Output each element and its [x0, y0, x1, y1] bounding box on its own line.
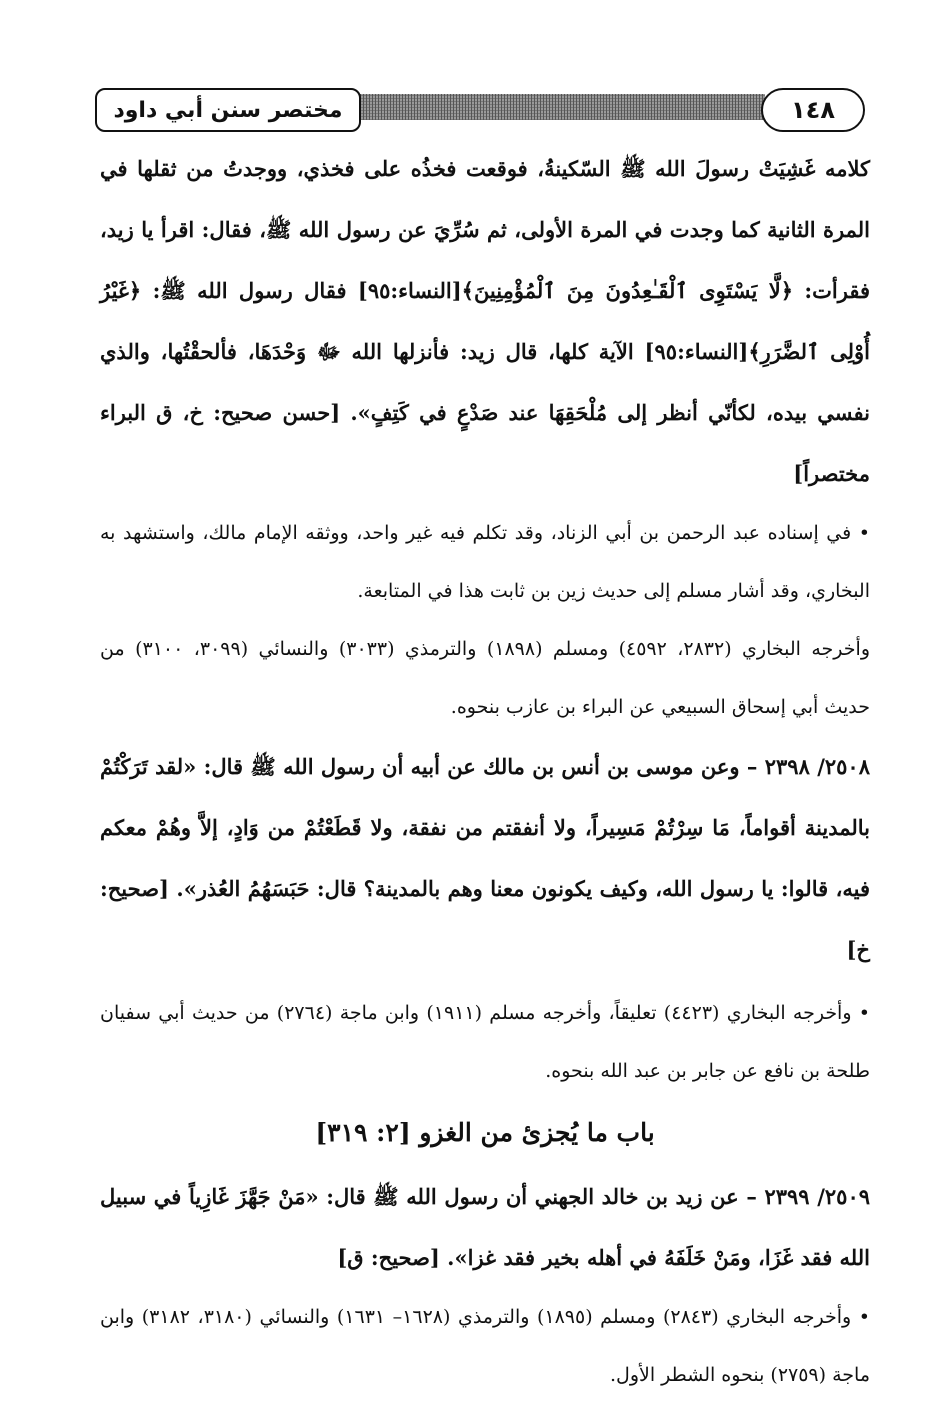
chapter-heading: باب ما يُجزئ من الغزو [٢: ٣١٩] [315, 1118, 655, 1147]
hadith-text: ٢٥٠٩/ ٢٣٩٩ – عن زيد بن خالد الجهني أن رسول الله ﷺ قال: «مَنْ جَهَّزَ غَازِياً في سبيل الله فقد غَزَا، ومَنْ خَلَفَهُ في أهله بخير فقد غزا». [صحيح: ق] [100, 1184, 871, 1270]
commentary-note: وأخرجه البخاري (٢٨٣٢، ٤٥٩٢) ومسلم (١٨٩٨) والترمذي (٣٠٣٣) والنسائي (٣٠٩٩، ٣١٠٠) من حديث أبي إسحاق السبيعي عن البراء بن عازب بنحوه. [100, 638, 870, 718]
commentary-note: • وأخرجه البخاري (٢٨٤٣) ومسلم (١٨٩٥) والترمذي (١٦٢٨– ١٦٣١) والنسائي (٣١٨٠، ٣١٨٢) وابن ماجة (٢٧٥٩) بنحوه الشطر الأول. [100, 1306, 870, 1386]
commentary-note: • في إسناده عبد الرحمن بن أبي الزناد، وقد تكلم فيه غير واحد، ووثقه الإمام مالك، واستشهد به البخاري، وقد أشار مسلم إلى حديث زين بن ثابت هذا في المتابعة. [100, 522, 870, 602]
header-decorative-band [357, 94, 765, 120]
hadith-text: ٢٥٠٨/ ٢٣٩٨ – وعن موسى بن أنس بن مالك عن أبيه أن رسول الله ﷺ قال: «لقد تَرَكْتُمْ بالمدينة أقواماً، مَا سِرْتُمْ مَسِيراً، ولا أنفقتم من نفقة، ولا قَطَعْتُمْ من وَادٍ، إلاَّ وهُمْ معكم فيه، قالوا: يا رسول الله، وكيف يكونون معنا وهم بالمدينة؟ قال: حَبَسَهُمُ العُذر». [صحيح: خ] [100, 754, 870, 962]
page-body [100, 138, 870, 1404]
commentary-note: • وأخرجه البخاري (٤٤٢٣) تعليقاً، وأخرجه مسلم (١٩١١) وابن ماجة (٢٧٦٤) من حديث أبي سفيان طلحة بن نافع عن جابر بن عبد الله بنحوه. [100, 1002, 870, 1082]
page-header [95, 88, 865, 134]
page-number: ١٤٨ [761, 88, 865, 132]
book-title: مختصر سنن أبي داود [95, 88, 361, 132]
hadith-text-continued: كلامه غَشِيَتْ رسولَ الله ﷺ السّكينةُ، فوقعت فخذُه على فخذي، ووجدتُ من ثقلها في المرة الثانية كما وجدت في المرة الأولى، ثم سُرِّيَ عن رسول الله ﷺ، فقال: اقرأ يا زيد، فقرأت: ﴿لَّا يَسْتَوِى ٱلْقَـٰعِدُونَ مِنَ ٱلْمُؤْمِنِينَ﴾[النساء:٩٥] فقال رسول الله ﷺ: ﴿غَيْرُ أُوْلِى ٱلضَّرَرِ﴾[النساء:٩٥] الآية كلها، قال زيد: فأنزلها الله ﷻ وَحْدَهَا، فألحقْتُها، والذي نفسي بيده، لكأنّي أنظر إلى مُلْحَقِهَا عند صَدْعٍ في كَتِفٍ». [حسن صحيح: خ، ق البراء مختصراً] [100, 156, 870, 486]
